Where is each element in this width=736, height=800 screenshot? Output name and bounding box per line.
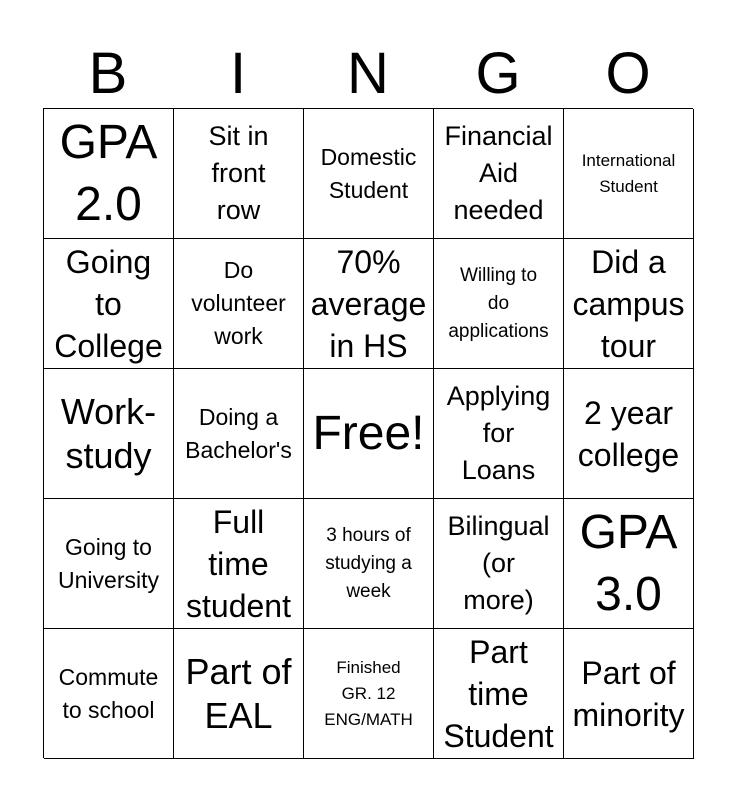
bingo-cell[interactable] bbox=[434, 109, 564, 239]
bingo-cell[interactable] bbox=[434, 499, 564, 629]
bingo-cell[interactable] bbox=[44, 109, 174, 239]
cell-text: GPA 2.0 bbox=[59, 115, 158, 231]
bingo-cell[interactable] bbox=[44, 629, 174, 759]
bingo-cell[interactable] bbox=[564, 239, 694, 369]
header-letter-i: I bbox=[229, 41, 247, 106]
cell-text: Full time student bbox=[186, 503, 291, 624]
bingo-cell[interactable] bbox=[174, 239, 304, 369]
bingo-board bbox=[43, 108, 693, 758]
cell-text: Part of minority bbox=[572, 654, 685, 733]
bingo-cell[interactable] bbox=[304, 109, 434, 239]
header-letter-o: O bbox=[605, 41, 651, 106]
header-letter-g: G bbox=[475, 41, 521, 106]
bingo-cell[interactable] bbox=[434, 239, 564, 369]
bingo-cell[interactable] bbox=[304, 629, 434, 759]
cell-text: Willing to do applications bbox=[448, 264, 549, 342]
bingo-cell[interactable] bbox=[564, 369, 694, 499]
cell-text: Part of EAL bbox=[185, 650, 292, 736]
cell-text: Applying for Loans bbox=[446, 381, 551, 485]
bingo-cell[interactable] bbox=[564, 499, 694, 629]
free-space-cell[interactable] bbox=[304, 369, 434, 499]
bingo-cell[interactable] bbox=[174, 369, 304, 499]
cell-text: Financial Aid needed bbox=[444, 121, 553, 225]
cell-text: Finished GR. 12 ENG/MATH bbox=[324, 657, 413, 729]
bingo-header bbox=[43, 40, 693, 108]
cell-text: Going to University bbox=[58, 533, 159, 593]
cell-text: 70% average in HS bbox=[310, 243, 427, 364]
bingo-cell[interactable] bbox=[44, 369, 174, 499]
cell-text: Part time Student bbox=[443, 633, 554, 754]
bingo-cell[interactable] bbox=[434, 629, 564, 759]
bingo-cell[interactable] bbox=[174, 629, 304, 759]
cell-text: GPA 3.0 bbox=[579, 505, 678, 621]
bingo-cell[interactable] bbox=[304, 239, 434, 369]
bingo-cell[interactable] bbox=[434, 369, 564, 499]
bingo-cell[interactable] bbox=[564, 629, 694, 759]
bingo-cell[interactable] bbox=[304, 499, 434, 629]
bingo-cell[interactable] bbox=[174, 109, 304, 239]
cell-text: 3 hours of studying a week bbox=[325, 524, 412, 602]
cell-text: Going to College bbox=[54, 243, 163, 364]
free-space-text: Free! bbox=[312, 406, 425, 460]
cell-text: Domestic Student bbox=[320, 143, 417, 203]
cell-text: Doing a Bachelor's bbox=[185, 403, 292, 463]
bingo-cell[interactable] bbox=[44, 499, 174, 629]
bingo-cell[interactable] bbox=[564, 109, 694, 239]
cell-text: Do volunteer work bbox=[191, 257, 286, 349]
cell-text: Sit in front row bbox=[208, 121, 269, 225]
cell-text: Bilingual (or more) bbox=[447, 511, 550, 615]
cell-text: Commute to school bbox=[58, 663, 159, 723]
header-letter-b: B bbox=[88, 41, 128, 106]
cell-text: 2 year college bbox=[577, 394, 680, 473]
cell-text: International Student bbox=[581, 150, 676, 196]
bingo-cell[interactable] bbox=[174, 499, 304, 629]
cell-text: Did a campus tour bbox=[572, 243, 685, 364]
header-letter-n: N bbox=[347, 41, 389, 106]
bingo-cell[interactable] bbox=[44, 239, 174, 369]
cell-text: Work- study bbox=[60, 390, 157, 476]
